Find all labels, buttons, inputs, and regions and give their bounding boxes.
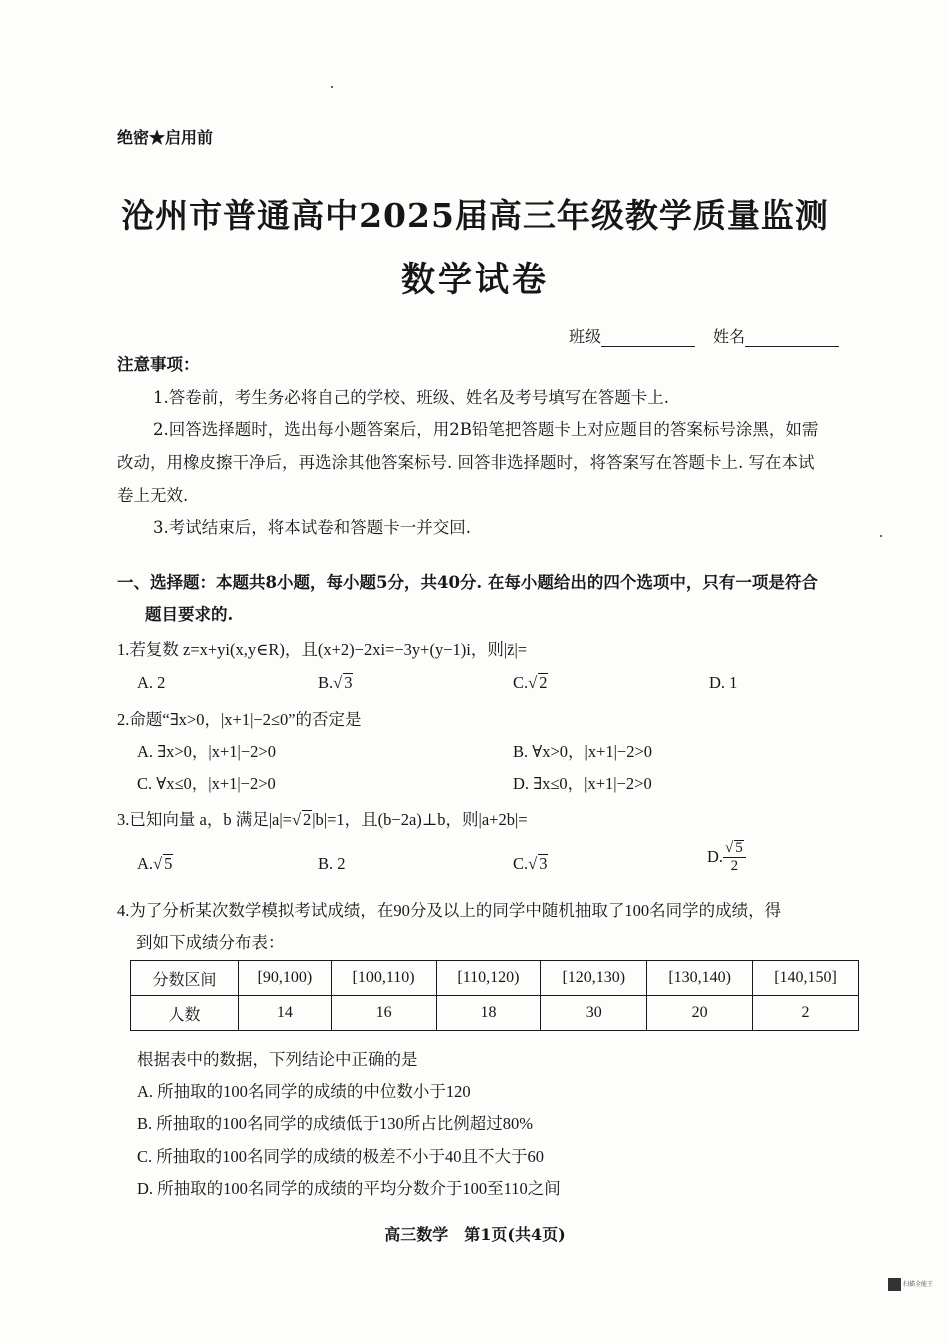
q4-stem-line-2: 到如下成绩分布表：: [136, 933, 285, 952]
table-cell: [90,100): [239, 961, 332, 996]
q1-option-c-radicand: 2: [539, 673, 548, 692]
section-1-heading-cont: 题目要求的.: [145, 605, 234, 624]
q2-option-c: C. ∀x≤0，|x+1|−2>0: [137, 774, 276, 793]
q4-prompt: 根据表中的数据，下列结论中正确的是: [137, 1050, 418, 1069]
q3-option-d-fraction: $\frac{√ 5}{2}$: [723, 840, 746, 874]
name-label: 姓名: [713, 327, 746, 346]
name-blank: [745, 330, 839, 347]
table-cell: 16: [331, 996, 436, 1031]
table-cell: 18: [436, 996, 541, 1031]
table-cell: [110,120): [436, 961, 541, 996]
notice-item-2-line-1: 2.回答选择题时，选出每小题答案后，用2B铅笔把答题卡上对应题目的答案标号涂黑，如需: [153, 420, 819, 439]
q1-option-c: C.√ 2: [513, 673, 548, 692]
class-blank: [601, 330, 695, 347]
q2-option-b: B. ∀x>0，|x+1|−2>0: [513, 742, 653, 761]
q1-option-a: A. 2: [137, 673, 166, 692]
q3-option-c-radicand: 3: [539, 854, 548, 873]
page-footer: 高三数学 第1页(共4页): [384, 1225, 566, 1244]
q3-stem-radicand: 2: [303, 810, 312, 829]
table-cell: 2: [753, 996, 859, 1031]
qr-code-icon: [888, 1278, 901, 1291]
q3-stem: 3.已知向量 a，b 满足|a|=√ 2|b|=1，且(b−2a)⊥b，则|a+2b|=: [117, 810, 528, 829]
table-row: [131, 996, 859, 1031]
score-distribution-table: [130, 960, 859, 1031]
q4-option-c: C. 所抽取的100名同学的成绩的极差不小于40且不大于60: [137, 1147, 545, 1166]
q2-option-a: A. ∃x>0，|x+1|−2>0: [137, 742, 276, 761]
q4-option-a: A. 所抽取的100名同学的成绩的中位数小于120: [137, 1082, 471, 1101]
notice-title: 注意事项：: [117, 355, 200, 374]
q1-option-d: D. 1: [709, 673, 738, 692]
table-cell: 30: [541, 996, 647, 1031]
secret-label: 绝密★启用前: [117, 128, 214, 147]
table-cell: 分数区间: [131, 961, 239, 996]
q3-option-c: C.√ 3: [513, 854, 548, 873]
table-cell: 14: [239, 996, 332, 1031]
q3-option-a: A.√ 5: [137, 854, 173, 873]
q2-stem: 2.命题“∃x>0，|x+1|−2≤0”的否定是: [117, 710, 362, 729]
notice-item-2-line-3: 卷上无效.: [117, 486, 189, 505]
q2-option-d: D. ∃x≤0，|x+1|−2>0: [513, 774, 652, 793]
table-cell: 人数: [131, 996, 239, 1031]
q1-option-b: B.√ 3: [318, 673, 353, 692]
exam-title: 沧州市普通高中2025届高三年级教学质量监测: [121, 196, 829, 235]
table-cell: 20: [647, 996, 753, 1031]
q1-option-b-radicand: 3: [344, 673, 353, 692]
class-label: 班级: [569, 327, 602, 346]
table-cell: [120,130): [541, 961, 647, 996]
q1-stem: 1.若复数 z=x+yi(x,y∈R)，且(x+2)−2xi=−3y+(y−1)i，则|z̄|=: [117, 640, 528, 659]
q3-option-d: D. $\frac{√ 5}{2}$: [707, 840, 746, 874]
section-1-heading: 一、选择题：本题共8小题，每小题5分，共40分. 在每小题给出的四个选项中，只有一项是符合: [117, 573, 818, 592]
q4-option-b: B. 所抽取的100名同学的成绩低于130所占比例超过80%: [137, 1114, 533, 1133]
q3-option-b: B. 2: [318, 854, 346, 873]
q4-stem-line-1: 4.为了分析某次数学模拟考试成绩，在90分及以上的同学中随机抽取了100名同学的成绩，得: [117, 901, 782, 920]
q3-option-a-radicand: 5: [164, 854, 173, 873]
table-cell: [100,110): [331, 961, 436, 996]
table-cell: [140,150]: [753, 961, 859, 996]
table-cell: [130,140): [647, 961, 753, 996]
notice-item-3: 3.考试结束后，将本试卷和答题卡一并交回.: [153, 518, 471, 537]
exam-subtitle: 数学试卷: [401, 260, 549, 300]
notice-item-1: 1.答卷前，考生务必将自己的学校、班级、姓名及考号填写在答题卡上.: [153, 388, 669, 407]
q4-option-d: D. 所抽取的100名同学的成绩的平均分数介于100至110之间: [137, 1179, 561, 1198]
notice-item-2-line-2: 改动，用橡皮擦干净后，再选涂其他答案标号. 回答非选择题时，将答案写在答题卡上. 写在本试: [117, 453, 815, 472]
table-header-row: [131, 961, 859, 996]
scanner-watermark: 扫描全能王: [888, 1278, 933, 1291]
student-info-fields: [569, 324, 839, 347]
